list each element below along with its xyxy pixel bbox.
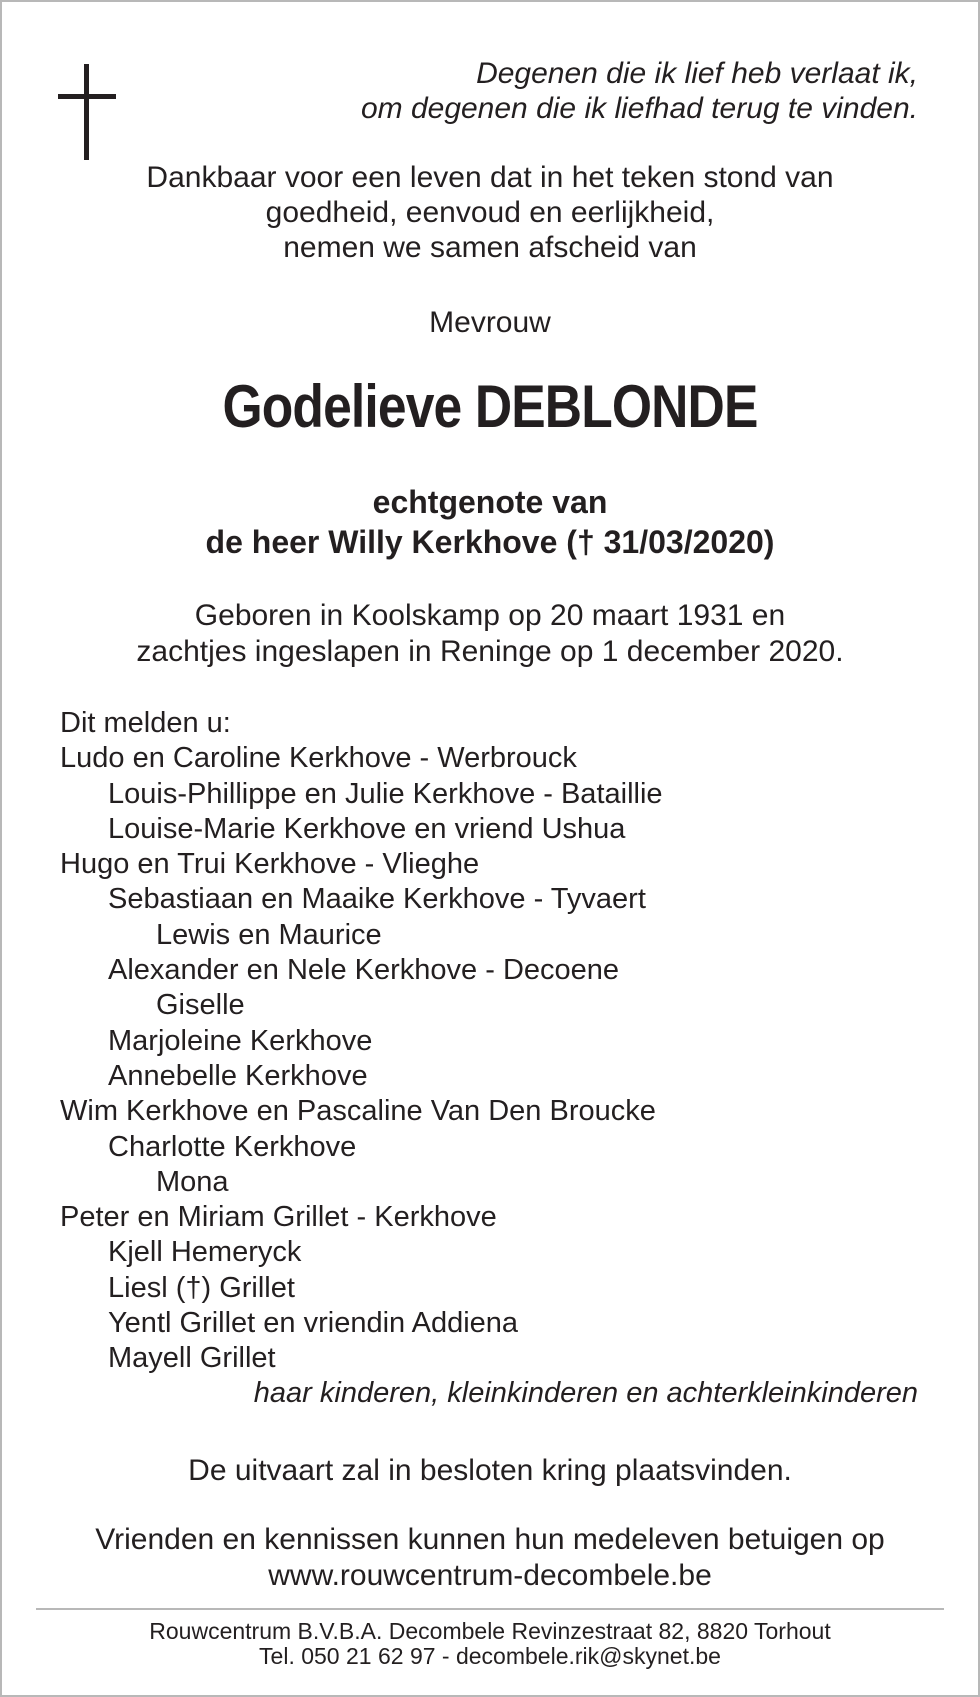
family-heading: Dit melden u: [60, 707, 231, 739]
footer-address: Rouwcentrum B.V.B.A. Decombele Revinzestraat 82, 8820 Torhout [149, 1618, 831, 1644]
condolence-website[interactable]: www.rouwcentrum-decombele.be [268, 1559, 712, 1592]
salutation: Mevrouw [429, 306, 551, 339]
family-member: Ludo en Caroline Kerkhove - Werbrouck [60, 742, 577, 775]
family-member: Sebastiaan en Maaike Kerkhove - Tyvaert [108, 883, 646, 916]
family-member: Mona [156, 1165, 229, 1198]
condolence-info [2, 1522, 978, 1594]
cross-vertical-bar [84, 64, 89, 160]
family-member: Louis-Phillippe en Julie Kerkhove - Bataillie [108, 777, 663, 810]
family-member: Lewis en Maurice [156, 918, 382, 951]
family-list [60, 706, 930, 1377]
intro-text [2, 160, 978, 265]
funeral-note: De uitvaart zal in besloten kring plaatsvinden. [188, 1454, 792, 1487]
condolence-line: Vrienden en kennissen kunnen hun medeleven betuigen op [95, 1523, 885, 1556]
family-member: Liesl (†) Grillet [108, 1271, 295, 1304]
family-member: Kjell Hemeryck [108, 1236, 302, 1269]
death-line: zachtjes ingeslapen in Reninge op 1 december 2020. [136, 635, 844, 668]
footer-divider [36, 1608, 944, 1610]
birth-line: Geboren in Koolskamp op 20 maart 1931 en [194, 599, 786, 632]
motto-line-1: Degenen die ik lief heb verlaat ik, [476, 57, 918, 90]
spouse-info [2, 482, 978, 562]
cross-icon [58, 64, 116, 160]
family-member: Wim Kerkhove en Pascaline Van Den Broucke [60, 1095, 656, 1128]
intro-line-1: Dankbaar voor een leven dat in het teken stond van [146, 161, 834, 194]
spouse-line-1: echtgenote van [372, 484, 608, 520]
cross-horizontal-bar [58, 94, 116, 99]
intro-line-3: nemen we samen afscheid van [283, 231, 697, 264]
family-member: Giselle [156, 989, 245, 1022]
family-member: Louise-Marie Kerkhove en vriend Ushua [108, 812, 626, 845]
motto-line-2: om degenen die ik liefhad terug te vinden. [360, 92, 918, 125]
intro-line-2: goedheid, eenvoud en eerlijkheid, [265, 196, 715, 229]
deceased-name: Godelieve DEBLONDE [222, 373, 758, 440]
family-member: Annebelle Kerkhove [108, 1059, 368, 1092]
family-member: Mayell Grillet [108, 1342, 276, 1375]
spouse-line-2: de heer Willy Kerkhove († 31/03/2020) [205, 524, 775, 560]
family-closing: haar kinderen, kleinkinderen en achterkleinkinderen [253, 1377, 918, 1409]
family-member: Hugo en Trui Kerkhove - Vlieghe [60, 848, 480, 881]
birth-death-info [2, 598, 978, 670]
footer-contact: Tel. 050 21 62 97 - decombele.rik@skynet.be [259, 1643, 721, 1669]
family-member: Charlotte Kerkhove [108, 1130, 357, 1163]
family-member: Marjoleine Kerkhove [108, 1024, 373, 1057]
family-member: Yentl Grillet en vriendin Addiena [108, 1307, 519, 1340]
family-member: Alexander en Nele Kerkhove - Decoene [108, 954, 620, 987]
footer [2, 1619, 978, 1669]
family-member: Peter en Miriam Grillet - Kerkhove [60, 1201, 497, 1234]
motto-quote [361, 56, 918, 126]
